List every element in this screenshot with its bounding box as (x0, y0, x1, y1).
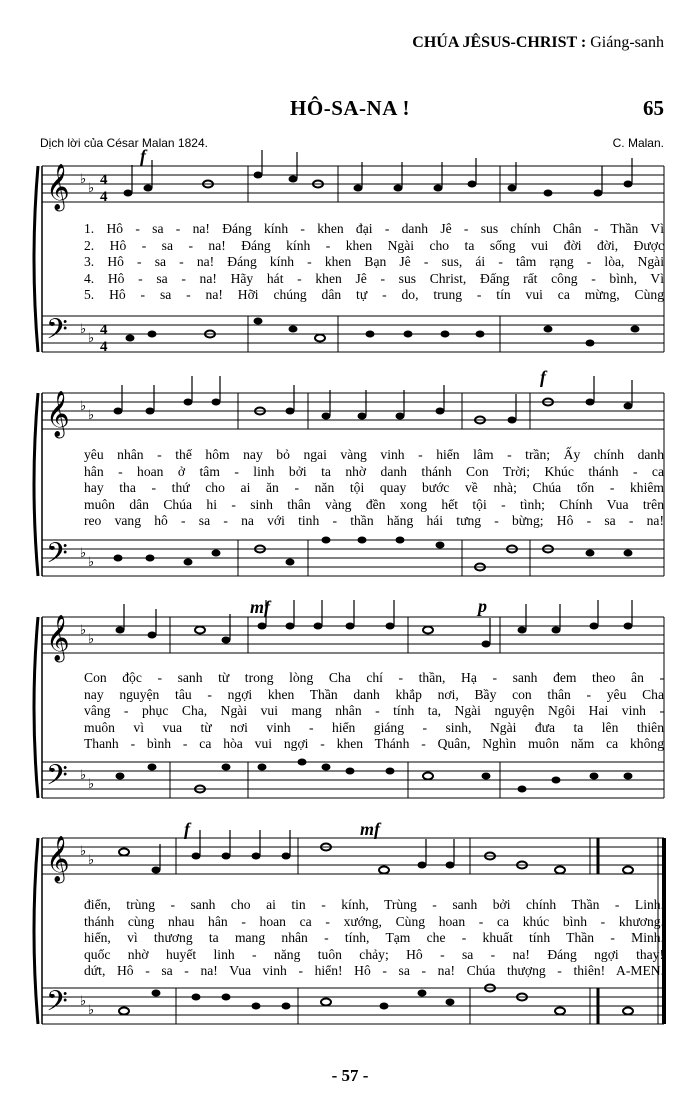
section-title: CHÚA JÊSUS-CHRIST : (412, 34, 587, 51)
svg-text:♭: ♭ (80, 843, 87, 858)
lyric-line: dứt, Hô - sa - na! Vua vinh - hiển! Hô - sa - na! Chúa thượng - thiên! A-MEN. (84, 963, 664, 978)
svg-text:♭: ♭ (88, 330, 95, 345)
lyric-line: hân - hoan ở tâm - linh bởi ta nhờ danh thánh Con Trời; Khúc thánh - ca (84, 463, 664, 479)
lyric-line: hay tha - thứ cho ai ăn - năn tội quay bước về nhà; Chúa tốn - khiêm (84, 480, 664, 495)
dynamic-forte: f (540, 367, 546, 387)
composer-credit: C. Malan. (612, 136, 664, 150)
lyric-line: muôn dân Chúa hi - sinh thân vàng đền xong hết tội - tình; Chính Vua trên (84, 496, 664, 512)
lyric-line: nay nguyện tâu - ngợi khen Thần danh khắp nơi, Bầy con thân - yêu Cha (84, 686, 664, 702)
lyric-line: yêu nhân - thế hôm nay bỏ ngai vàng vinh - hiển lâm - trần; Ấy chính danh (84, 447, 664, 462)
svg-text:♭: ♭ (88, 631, 95, 646)
svg-text:♭: ♭ (88, 1002, 95, 1017)
svg-text:♭: ♭ (80, 398, 87, 413)
svg-text:4: 4 (100, 322, 108, 338)
svg-text:𝄢: 𝄢 (46, 537, 68, 577)
svg-text:𝄞: 𝄞 (46, 615, 70, 661)
svg-text:♭: ♭ (88, 407, 95, 422)
svg-text:4: 4 (100, 339, 108, 355)
lyric-line: quốc nhờ huyết linh - năng tuôn chảy; Hô - sa - na! Đáng ngợi thay! (84, 946, 664, 962)
lyric-line: muôn vì vua từ nơi vinh - hiển giáng - sinh, Ngài đưa ta lên thiên (84, 719, 664, 735)
svg-text:♭: ♭ (80, 545, 87, 560)
lyric-line: 5. Hô - sa - na! Hỡi chúng dân tự - do, trung - tín vui ca mừng, Cùng (84, 287, 664, 302)
svg-text:♭: ♭ (80, 993, 87, 1008)
svg-text:♭: ♭ (88, 776, 95, 791)
dynamic-forte: f (140, 146, 146, 166)
lyric-line: Con độc - sanh từ trong lòng Cha chí - thần, Hạ - sanh đem theo ân - (84, 670, 664, 685)
svg-text:♭: ♭ (80, 171, 87, 186)
dynamic-piano: p (478, 596, 487, 616)
dynamic-mezzoforte: mf (250, 597, 270, 617)
svg-text:♭: ♭ (80, 767, 87, 782)
lyric-line: hiển, vì thương ta mang nhân - tính, Tạm che - khuất tính Thần - Minh. (84, 930, 664, 945)
svg-text:♭: ♭ (88, 852, 95, 867)
hymn-title: HÔ-SA-NA ! (290, 96, 410, 120)
svg-text:𝄞: 𝄞 (46, 164, 70, 210)
svg-text:♭: ♭ (80, 622, 87, 637)
svg-text:♭: ♭ (80, 321, 87, 336)
svg-text:♭: ♭ (88, 180, 95, 195)
lyric-line: thánh cùng nhau hân - hoan ca - xướng, Cùng hoan - ca khúc bình - khương. (84, 913, 664, 929)
dynamic-mezzoforte: mf (360, 819, 380, 839)
lyric-line: điển, trùng - sanh cho ai tin - kính, Trùng - sanh bởi chính Thần - Linh. (84, 897, 664, 912)
svg-text:𝄞: 𝄞 (46, 391, 70, 437)
hymn-number: 65 (643, 96, 664, 120)
dynamic-forte: f (184, 819, 190, 839)
svg-text:4: 4 (100, 172, 108, 188)
svg-text:4: 4 (100, 189, 108, 205)
lyric-line: reo vang hô - sa - na với tinh - thần hăng hái tưng - bừng; Hô - sa - na! (84, 513, 664, 528)
svg-text:𝄢: 𝄢 (46, 759, 68, 799)
section-subtitle: Giáng-sanh (590, 34, 664, 51)
lyric-line: 2. Hô - sa - na! Đáng kính - khen Ngài cho ta sống vui đời đời, Được (84, 237, 664, 253)
lyric-line: Thanh - bình - ca hòa vui ngợi - khen Thánh - Quân, Nghìn muôn năm ca không (84, 736, 664, 751)
verse-lyrics-system-4 (84, 897, 664, 980)
svg-text:𝄢: 𝄢 (46, 313, 68, 353)
translator-credit: Dịch lời của César Malan 1824. (40, 136, 208, 150)
svg-text:𝄢: 𝄢 (46, 985, 68, 1025)
lyric-line: 3. Hô - sa - na! Đáng kính - khen Bạn Jê - sus, ái - tâm rạng - lòa, Ngài (84, 254, 664, 269)
page-number: - 57 - (331, 1066, 369, 1085)
lyric-line: 1. Hô - sa - na! Đáng kính - khen đại - danh Jê - sus chính Chân - Thần Vì (84, 221, 664, 236)
svg-text:♭: ♭ (88, 554, 95, 569)
lyric-line: 4. Hô - sa - na! Hãy hát - khen Jê - sus Christ, Đấng rất công - bình, Vì (84, 270, 664, 286)
lyric-line: vâng - phục Cha, Ngài vui mang nhân - tính ta, Ngài nguyện Ngôi Hai vinh - (84, 703, 664, 718)
svg-text:𝄞: 𝄞 (46, 836, 70, 882)
